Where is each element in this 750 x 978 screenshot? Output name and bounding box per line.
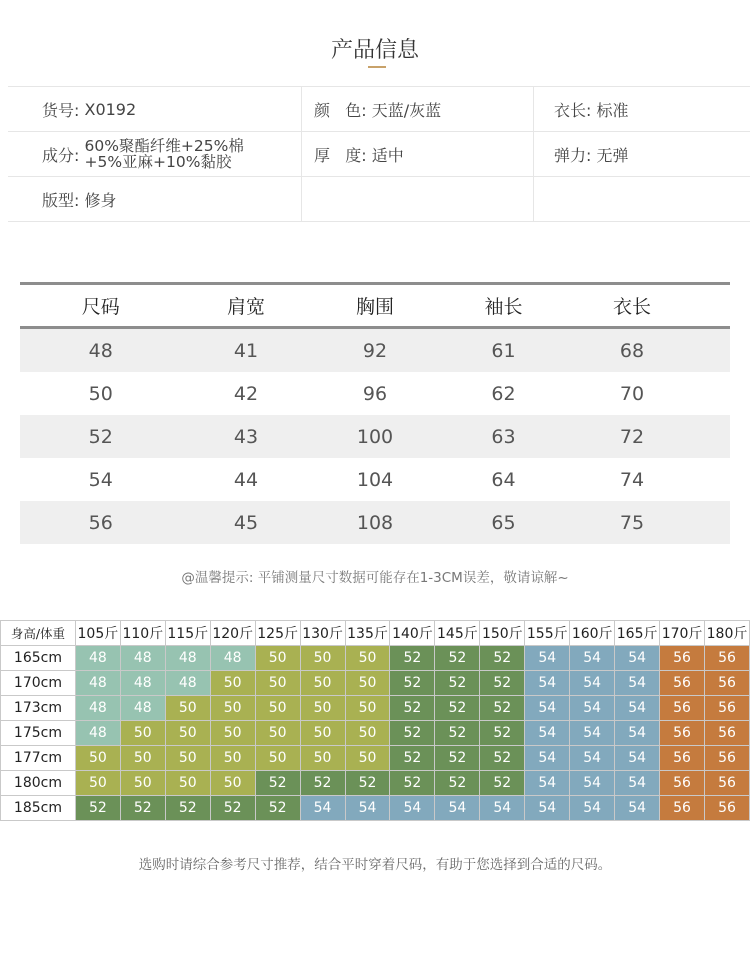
size-recommendation-cell: 52 <box>390 646 435 671</box>
info-value: X0192 <box>84 99 137 119</box>
weight-header: 140斤 <box>390 621 435 646</box>
size-row <box>20 372 730 415</box>
size-recommendation-cell: 54 <box>480 796 525 821</box>
size-cell: 61 <box>491 339 516 362</box>
size-cell: 65 <box>491 511 516 534</box>
size-recommendation-cell: 48 <box>210 646 255 671</box>
height-row <box>1 746 750 771</box>
size-cell: 92 <box>362 339 388 362</box>
size-header-cell: 肩宽 <box>226 296 265 318</box>
size-recommendation-cell: 52 <box>480 696 525 721</box>
info-key: 衣长: <box>554 100 597 120</box>
size-recommendation-cell: 52 <box>435 746 480 771</box>
size-recommendation-cell: 54 <box>435 796 480 821</box>
size-recommendation-cell: 54 <box>570 746 615 771</box>
size-recommendation-cell: 50 <box>345 746 390 771</box>
height-label: 180cm <box>1 771 76 796</box>
size-recommendation-cell: 50 <box>210 696 255 721</box>
size-recommendation-cell: 50 <box>345 646 390 671</box>
size-recommendation-table <box>0 620 750 821</box>
size-recommendation-cell: 54 <box>615 721 660 746</box>
info-cell <box>8 87 302 131</box>
size-cell: 70 <box>619 382 645 405</box>
size-header-cell: 衣长 <box>612 296 651 318</box>
size-header <box>20 285 730 329</box>
size-cell: 68 <box>619 339 645 362</box>
size-recommendation-cell: 48 <box>75 721 120 746</box>
title-underline <box>368 66 386 68</box>
size-recommendation-cell: 52 <box>435 771 480 796</box>
weight-header: 155斤 <box>525 621 570 646</box>
size-recommendation-cell: 52 <box>120 796 165 821</box>
info-row <box>8 177 750 222</box>
size-recommendation-cell: 56 <box>705 671 750 696</box>
size-header-cell: 尺码 <box>81 296 120 318</box>
info-row <box>8 87 750 132</box>
size-recommendation-cell: 48 <box>120 646 165 671</box>
info-key: 成分: <box>42 145 85 165</box>
size-recommendation-cell: 50 <box>165 696 210 721</box>
weight-header: 145斤 <box>435 621 480 646</box>
size-recommendation-cell: 54 <box>615 746 660 771</box>
size-recommendation-cell: 56 <box>705 771 750 796</box>
info-cell <box>302 87 534 131</box>
info-key: 货号: <box>42 100 85 120</box>
size-recommendation-cell: 50 <box>300 696 345 721</box>
size-recommendation-cell: 54 <box>615 671 660 696</box>
size-recommendation-cell: 48 <box>165 671 210 696</box>
size-recommendation-cell: 52 <box>390 771 435 796</box>
size-recommendation-cell: 56 <box>660 771 705 796</box>
size-recommendation-cell: 48 <box>165 646 210 671</box>
size-recommendation-cell: 54 <box>615 796 660 821</box>
weight-header: 165斤 <box>615 621 660 646</box>
height-label: 170cm <box>1 671 76 696</box>
size-recommendation-cell: 52 <box>480 646 525 671</box>
size-recommendation-cell: 56 <box>660 671 705 696</box>
height-label: 177cm <box>1 746 76 771</box>
size-recommendation-cell: 50 <box>210 721 255 746</box>
size-cell: 48 <box>88 339 113 362</box>
size-recommendation-cell: 56 <box>705 696 750 721</box>
info-value: 无弹 <box>596 145 629 165</box>
size-recommendation-cell: 54 <box>525 671 570 696</box>
size-recommendation-cell: 56 <box>705 796 750 821</box>
size-cell: 52 <box>88 425 113 448</box>
size-recommendation-cell: 50 <box>255 696 300 721</box>
weight-header: 105斤 <box>75 621 120 646</box>
size-recommendation-cell: 52 <box>480 746 525 771</box>
size-recommendation-cell: 52 <box>480 771 525 796</box>
size-recommendation-cell: 50 <box>255 671 300 696</box>
corner-cell: 身高/体重 <box>1 621 76 646</box>
height-label: 175cm <box>1 721 76 746</box>
size-recommendation-cell: 54 <box>570 796 615 821</box>
weight-header: 150斤 <box>480 621 525 646</box>
height-row <box>1 696 750 721</box>
size-row <box>20 458 730 501</box>
size-row <box>20 415 730 458</box>
size-recommendation-cell: 52 <box>210 796 255 821</box>
size-recommendation-cell: 54 <box>525 796 570 821</box>
info-row <box>8 132 750 177</box>
size-recommendation-cell: 50 <box>300 646 345 671</box>
size-recommendation-cell: 54 <box>615 771 660 796</box>
size-recommendation-cell: 54 <box>570 771 615 796</box>
size-recommendation-cell: 48 <box>75 646 120 671</box>
size-recommendation-cell: 56 <box>660 646 705 671</box>
size-recommendation-cell: 54 <box>525 696 570 721</box>
size-cell: 62 <box>491 382 516 405</box>
size-recommendation-cell: 54 <box>570 646 615 671</box>
size-cell: 75 <box>619 511 645 534</box>
height-row <box>1 646 750 671</box>
size-recommendation-cell: 56 <box>705 746 750 771</box>
size-table <box>20 282 730 544</box>
size-recommendation-cell: 54 <box>570 696 615 721</box>
size-recommendation-cell: 50 <box>210 746 255 771</box>
size-cell: 42 <box>233 382 259 405</box>
size-recommendation-cell: 52 <box>390 746 435 771</box>
size-row <box>20 501 730 544</box>
size-recommendation-cell: 50 <box>345 671 390 696</box>
size-recommendation-cell: 50 <box>210 771 255 796</box>
height-label: 173cm <box>1 696 76 721</box>
weight-header: 180斤 <box>705 621 750 646</box>
size-cell: 50 <box>88 382 113 405</box>
size-recommendation-cell: 52 <box>300 771 345 796</box>
height-row <box>1 671 750 696</box>
info-key: 弹力: <box>554 145 597 165</box>
size-recommendation-cell: 48 <box>75 671 120 696</box>
size-recommendation-cell: 52 <box>255 796 300 821</box>
info-cell <box>302 177 534 221</box>
size-recommendation-cell: 54 <box>615 646 660 671</box>
weight-header-row <box>1 621 750 646</box>
size-recommendation-cell: 52 <box>390 671 435 696</box>
info-key: 厚 度: <box>314 145 372 165</box>
size-recommendation-cell: 50 <box>75 746 120 771</box>
product-info-grid <box>8 86 750 222</box>
info-key: 颜 色: <box>314 100 372 120</box>
page-title: 产品信息 <box>330 38 419 63</box>
size-recommendation-cell: 50 <box>120 771 165 796</box>
size-recommendation-cell: 48 <box>75 696 120 721</box>
size-cell: 44 <box>233 468 259 491</box>
weight-header: 120斤 <box>210 621 255 646</box>
size-recommendation-cell: 54 <box>345 796 390 821</box>
size-recommendation-cell: 52 <box>345 771 390 796</box>
size-recommendation-cell: 50 <box>75 771 120 796</box>
size-recommendation-cell: 54 <box>525 721 570 746</box>
height-row <box>1 771 750 796</box>
height-row <box>1 796 750 821</box>
size-recommendation-cell: 52 <box>255 771 300 796</box>
size-recommendation-cell: 56 <box>660 696 705 721</box>
size-recommendation-cell: 50 <box>165 746 210 771</box>
size-recommendation-cell: 56 <box>660 746 705 771</box>
size-recommendation-cell: 52 <box>480 721 525 746</box>
size-recommendation-cell: 50 <box>300 671 345 696</box>
size-recommendation-cell: 52 <box>390 721 435 746</box>
size-recommendation-cell: 54 <box>300 796 345 821</box>
size-cell: 64 <box>491 468 516 491</box>
size-recommendation-cell: 54 <box>525 746 570 771</box>
size-recommendation-cell: 52 <box>435 671 480 696</box>
info-cell <box>534 87 750 131</box>
size-cell: 63 <box>491 425 516 448</box>
size-recommendation-cell: 54 <box>390 796 435 821</box>
size-cell: 74 <box>619 468 645 491</box>
info-value: 60%聚酯纤维+25%棉 +5%亚麻+10%黏胶 <box>84 137 244 171</box>
height-label: 185cm <box>1 796 76 821</box>
info-cell <box>534 177 750 221</box>
info-value: 修身 <box>84 190 117 210</box>
size-cell: 100 <box>356 425 394 448</box>
size-recommendation-cell: 56 <box>660 796 705 821</box>
size-recommendation-cell: 54 <box>525 646 570 671</box>
size-cell: 54 <box>88 468 113 491</box>
size-recommendation-cell: 50 <box>255 721 300 746</box>
size-recommendation-cell: 48 <box>120 696 165 721</box>
weight-header: 160斤 <box>570 621 615 646</box>
size-cell: 41 <box>233 339 259 362</box>
size-row <box>20 329 730 372</box>
size-recommendation-cell: 50 <box>255 746 300 771</box>
size-recommendation-cell: 50 <box>120 746 165 771</box>
size-recommendation-cell: 52 <box>165 796 210 821</box>
size-cell: 108 <box>356 511 394 534</box>
height-row <box>1 721 750 746</box>
size-recommendation-cell: 52 <box>435 696 480 721</box>
size-recommendation-cell: 50 <box>345 721 390 746</box>
size-recommendation-cell: 54 <box>570 671 615 696</box>
footer-note: 选购时请综合参考尺寸推荐，结合平时穿着尺码，有助于您选择到合适的尺码。 <box>138 857 612 873</box>
size-recommendation-cell: 50 <box>165 771 210 796</box>
info-cell <box>8 177 302 221</box>
size-recommendation-cell: 54 <box>570 721 615 746</box>
size-recommendation-cell: 50 <box>210 671 255 696</box>
size-cell: 43 <box>233 425 259 448</box>
size-header-cell: 袖长 <box>484 296 523 318</box>
size-cell: 72 <box>619 425 645 448</box>
size-header-cell: 胸围 <box>355 296 394 318</box>
weight-header: 170斤 <box>660 621 705 646</box>
info-cell <box>8 132 302 176</box>
info-key: 版型: <box>42 190 85 210</box>
size-recommendation-cell: 50 <box>345 696 390 721</box>
size-recommendation-cell: 50 <box>165 721 210 746</box>
size-recommendation-cell: 56 <box>660 721 705 746</box>
info-value: 适中 <box>371 145 404 165</box>
size-cell: 45 <box>233 511 259 534</box>
size-recommendation-cell: 50 <box>120 721 165 746</box>
size-recommendation-cell: 48 <box>120 671 165 696</box>
size-cell: 104 <box>356 468 394 491</box>
size-recommendation-cell: 50 <box>300 746 345 771</box>
size-recommendation-cell: 52 <box>480 671 525 696</box>
size-recommendation-cell: 52 <box>75 796 120 821</box>
info-value: 天蓝/灰蓝 <box>371 100 442 120</box>
info-cell <box>302 132 534 176</box>
size-cell: 96 <box>362 382 388 405</box>
size-recommendation-cell: 52 <box>435 721 480 746</box>
weight-header: 135斤 <box>345 621 390 646</box>
height-label: 165cm <box>1 646 76 671</box>
info-value: 标准 <box>596 100 629 120</box>
size-recommendation-cell: 52 <box>435 646 480 671</box>
size-recommendation-cell: 54 <box>615 696 660 721</box>
size-recommendation-cell: 52 <box>390 696 435 721</box>
weight-header: 130斤 <box>300 621 345 646</box>
weight-header: 110斤 <box>120 621 165 646</box>
size-cell: 56 <box>88 511 113 534</box>
weight-header: 125斤 <box>255 621 300 646</box>
size-recommendation-cell: 56 <box>705 646 750 671</box>
size-recommendation-cell: 50 <box>255 646 300 671</box>
size-recommendation-cell: 50 <box>300 721 345 746</box>
measurement-tip: @温馨提示: 平铺测量尺寸数据可能存在1-3CM误差，敬请谅解~ <box>181 570 569 586</box>
weight-header: 115斤 <box>165 621 210 646</box>
size-recommendation-cell: 54 <box>525 771 570 796</box>
size-recommendation-cell: 56 <box>705 721 750 746</box>
info-cell <box>534 132 750 176</box>
